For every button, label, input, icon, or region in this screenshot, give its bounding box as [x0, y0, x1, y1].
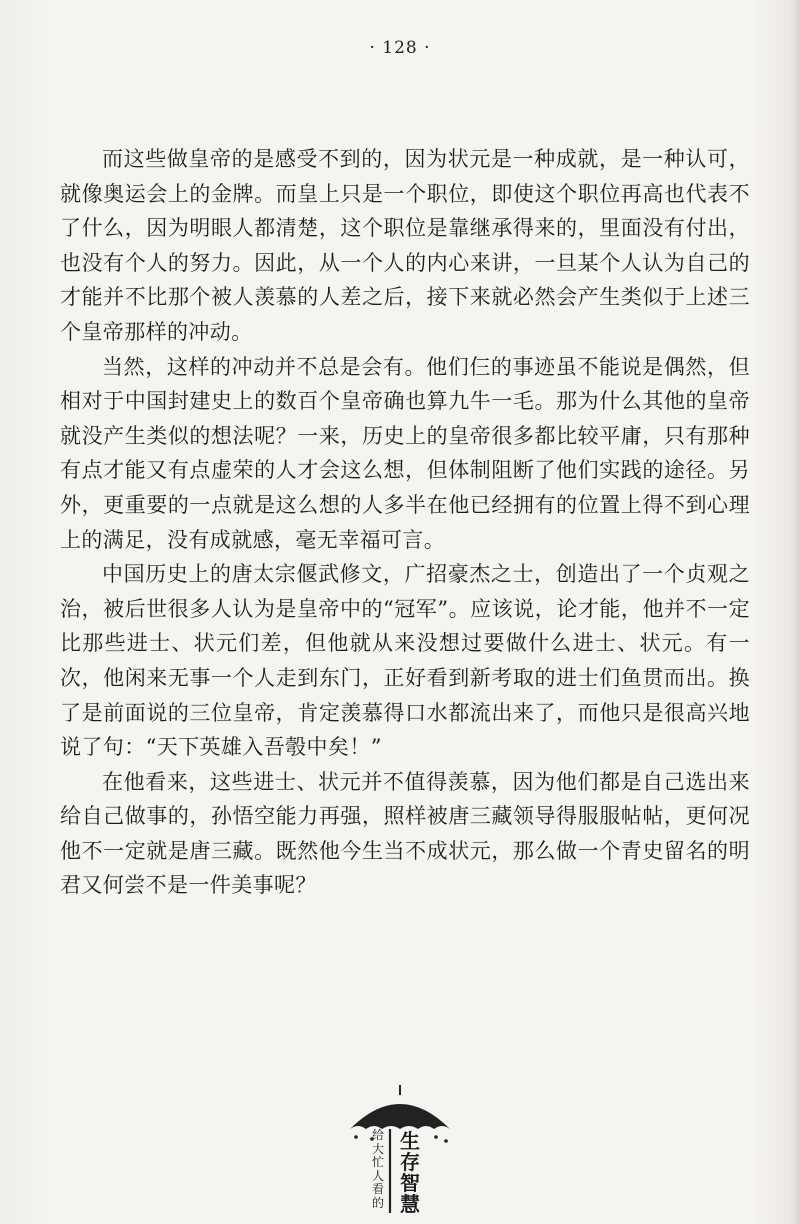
body-text — [60, 142, 750, 903]
logo-subtitle: 给大忙人看的 — [372, 1128, 385, 1210]
paragraph-4: 在他看来，这些进士、状元并不值得羡慕，因为他们都是自己选出来给自己做事的，孙悟空能力再强，照样被唐三藏领导得服服帖帖，更何况他不一定就是唐三藏。既然他今生当不成状元，那么做一个青史留名的明君又何尝不是一件美事呢？ — [60, 769, 750, 898]
page-edge-shadow — [790, 0, 800, 1224]
paragraph-2: 当然，这样的冲动并不总是会有。他们仨的事迹虽不能说是偶然，但相对于中国封建史上的数百个皇帝确也算九牛一毛。那为什么其他的皇帝就没产生类似的想法呢？一来，历史上的皇帝很多都比较平庸，只有那种有点才能又有点虚荣的人才会这么想，但体制阻断了他们实践的途径。另外，更重要的一点就是这么想的人多半在他已经拥有的位置上得不到心理上的满足，没有成就感，毫无幸福可言。 — [60, 354, 750, 552]
series-logo — [348, 1085, 452, 1217]
logo-title: 生存智慧 — [400, 1129, 420, 1216]
page-number: · 128 · — [369, 38, 431, 58]
paragraph-3: 中国历史上的唐太宗偃武修文，广招豪杰之士，创造出了一个贞观之治，被后世很多人认为是皇帝中的“冠军”。应该说，论才能，他并不一定比那些进士、状元们差，但他就从来没想过要做什么进士、状元。有一次，他闲来无事一个人走到东门，正好看到新考取的进士们鱼贯而出。换了是前面说的三位皇帝，肯定羡慕得口水都流出来了，而他只是很高兴地说了句：“天下英雄入吾彀中矣！” — [60, 562, 750, 760]
paragraph-1: 而这些做皇帝的是感受不到的，因为状元是一种成就，是一种认可，就像奥运会上的金牌。而皇上只是一个职位，即使这个职位再高也代表不了什么，因为明眼人都清楚，这个职位是靠继承得来的，里面没有付出，也没有个人的努力。因此，从一个人的内心来讲，一旦某个人认为自己的才能并不比那个被人羡慕的人差之后，接下来就必然会产生类似于上述三个皇帝那样的冲动。 — [60, 147, 750, 344]
